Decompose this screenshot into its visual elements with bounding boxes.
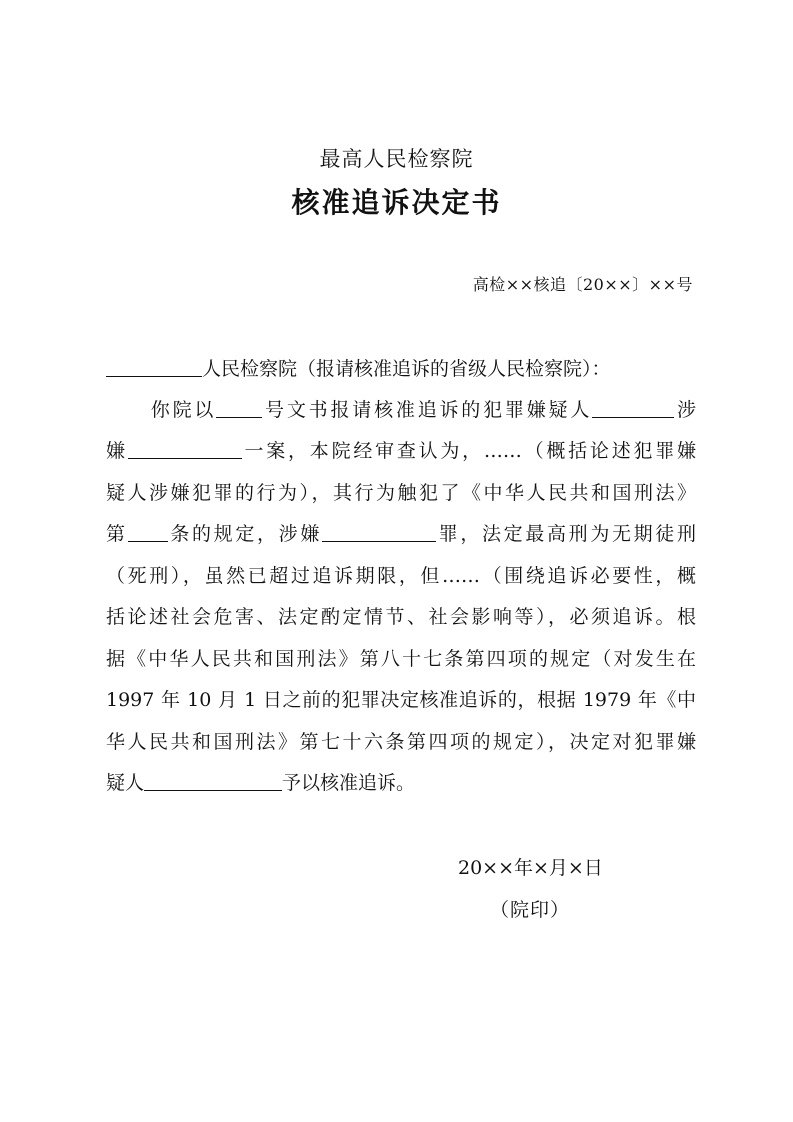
- suspect-name-blank: [592, 397, 674, 418]
- document-title: 核准追诉决定书: [291, 186, 502, 219]
- addressee-text: 人民检察院（报请核准追诉的省级人民检察院）：: [202, 358, 611, 380]
- body-text: 予以核准追诉。: [282, 772, 416, 794]
- suspect-name-blank-2: [144, 770, 282, 791]
- court-seal-note: （院印）: [490, 899, 571, 921]
- body-text: 条的规定，涉嫌: [167, 523, 322, 545]
- body-line-7: 据《中华人民共和国刑法》第八十七条第四项的规定（对发生在: [106, 648, 696, 670]
- body-line-1: [106, 396, 696, 424]
- body-text: 罪，法定最高刑为无期徒刑: [436, 523, 696, 545]
- body-line-6: 括论述社会危害、法定酌定情节、社会影响等），必须追诉。根: [106, 606, 696, 628]
- case-name-blank: [128, 438, 242, 459]
- body-line-10: [106, 769, 696, 797]
- body-line-3: 疑人涉嫌犯罪的行为），其行为触犯了《中华人民共和国刑法》: [106, 482, 696, 504]
- body-line-8: 1997 年 10 月 1 日之前的犯罪决定核准追诉的，根据 1979 年《中: [106, 689, 696, 711]
- body-line-9: 华人民共和国刑法》第七十六条第四项的规定），决定对犯罪嫌: [106, 731, 696, 753]
- crime-name-blank: [322, 521, 436, 542]
- body-text: 你院以: [148, 399, 217, 421]
- decision-date: 20××年×月×日: [458, 857, 603, 879]
- body-line-2: [106, 437, 696, 465]
- doc-number-blank: [216, 397, 262, 418]
- body-text: 第: [106, 523, 128, 545]
- addressee-line: [106, 355, 696, 383]
- issuing-organization: 最高人民检察院: [319, 147, 474, 171]
- addressee-blank: [106, 356, 202, 377]
- article-number-blank: [128, 521, 168, 542]
- body-text: 号文书报请核准追诉的犯罪嫌疑人: [262, 399, 593, 421]
- body-text: 涉: [674, 399, 696, 421]
- body-text: 一案，本院经审查认为，……（概括论述犯罪嫌: [241, 440, 696, 462]
- document-number: 高检××核追〔20××〕××号: [472, 275, 693, 294]
- body-text: 嫌: [106, 440, 128, 462]
- body-line-5: （死刑），虽然已超过追诉期限，但……（围绕追诉必要性，概: [106, 565, 696, 587]
- body-text: 疑人: [106, 772, 145, 794]
- body-line-4: [106, 520, 696, 548]
